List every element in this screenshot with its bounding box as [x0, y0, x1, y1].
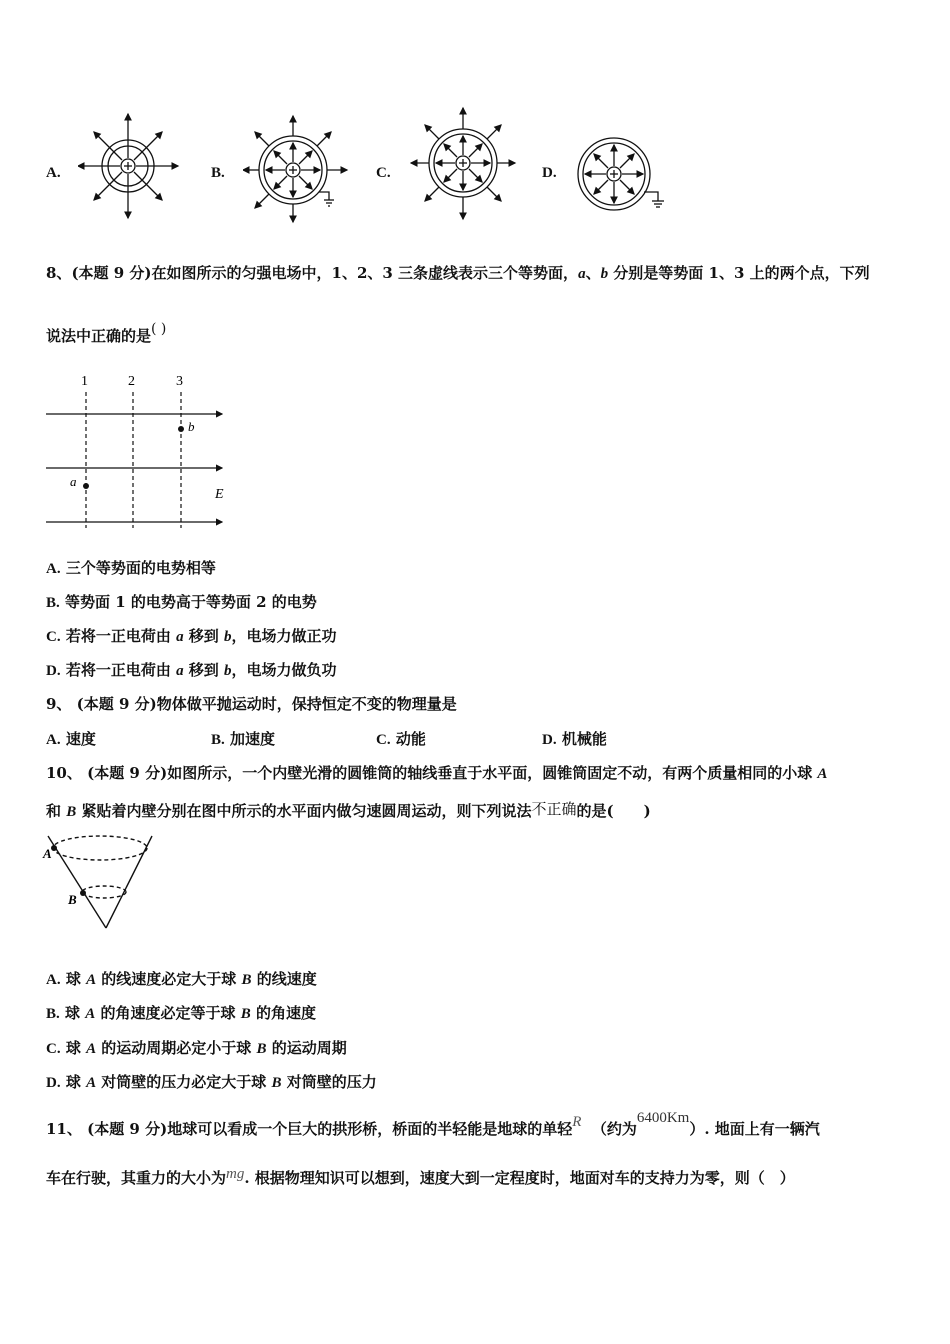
q8-label-a: a: [70, 474, 77, 489]
q11-number: 11、: [46, 1120, 82, 1138]
q9-points: (本题 9 分): [76, 695, 157, 713]
q8-number: 8、: [46, 264, 72, 282]
q9-option-c[interactable]: C. 动能: [376, 730, 426, 748]
q9-number: 9、: [46, 695, 72, 713]
q8-sep: 、: [585, 264, 601, 282]
q7-option-b-label[interactable]: B.: [211, 165, 225, 181]
q8-label-2: 2: [128, 374, 135, 389]
q8-var-b: b: [600, 266, 609, 282]
q8-label-1: 1: [81, 374, 88, 389]
q7-option-c-label[interactable]: C.: [376, 165, 391, 181]
q8-option-d[interactable]: D. 若将一正电荷由 a 移到 b，电场力做负功: [46, 661, 337, 679]
q8-stem-text1: 在如图所示的匀强电场中，1、2、3 三条虚线表示三个等势面，: [151, 264, 579, 282]
q10-label-b: B: [68, 892, 77, 907]
q10-number: 10、: [46, 764, 82, 782]
q7-diagram-d: [574, 134, 670, 214]
q10-stem-line1: 10、 (本题 9 分)如图所示，一个内壁光滑的圆锥筒的轴线垂直于水平面，圆锥筒固定不动，有两个质量相同的小球 A: [46, 764, 828, 782]
q8-points: (本题 9 分): [71, 264, 152, 282]
q8-option-b[interactable]: B. 等势面 1 的电势高于等势面 2 的电势: [46, 593, 317, 611]
q11-stem-line1: 11、 (本题 9 分)地球可以看成一个巨大的拱形桥，桥面的半轻能是地球的单轻R （约为6400Km）. 地面上有一辆汽: [46, 1110, 820, 1138]
q8-option-a[interactable]: A. 三个等势面的电势相等: [46, 559, 216, 577]
q8-field-diagram: [40, 368, 240, 532]
q11-symbol-mg: mg: [226, 1166, 245, 1182]
q10-option-c[interactable]: C. 球 A 的运动周期必定小于球 B 的运动周期: [46, 1039, 347, 1057]
q11-stem-line2: 车在行驶，其重力的大小为mg. 根据物理知识可以想到，速度大到一定程度时，地面对车的支持力为零，则（ ）: [46, 1166, 795, 1187]
q11-symbol-r: R: [572, 1114, 582, 1130]
q10-option-a[interactable]: A. 球 A 的线速度必定大于球 B 的线速度: [46, 970, 317, 988]
q11-radius-value: 6400Km: [636, 1110, 690, 1126]
q10-label-a: A: [43, 846, 52, 861]
q9-stem: [46, 693, 457, 714]
q7-option-a-label[interactable]: A.: [46, 165, 61, 181]
q7-diagram-c: [410, 105, 520, 223]
q11-points: (本题 9 分): [87, 1120, 168, 1138]
q8-label-e: E: [215, 487, 224, 502]
q10-option-b[interactable]: B. 球 A 的角速度必定等于球 B 的角速度: [46, 1004, 316, 1022]
q10-stem-line2: 和 B 紧贴着内壁分别在图中所示的水平面内做匀速圆周运动，则下列说法不正确的是( ): [46, 800, 651, 820]
q10-cone-diagram: [40, 830, 164, 934]
q8-label-3: 3: [176, 374, 183, 389]
q7-diagram-b: [243, 112, 353, 224]
q10-option-d[interactable]: D. 球 A 对筒壁的压力必定大于球 B 对筒壁的压力: [46, 1073, 377, 1091]
q8-label-b: b: [188, 419, 195, 434]
q10-points: (本题 9 分): [87, 764, 168, 782]
q9-option-d[interactable]: D. 机械能: [542, 730, 607, 748]
q8-answer-paren[interactable]: ( ): [151, 321, 167, 337]
q8-stem-line1: [46, 262, 870, 283]
q9-stem-text: 物体做平抛运动时，保持恒定不变的物理量是: [156, 695, 457, 713]
q9-option-b[interactable]: B. 加速度: [211, 730, 276, 748]
q8-option-c[interactable]: C. 若将一正电荷由 a 移到 b，电场力做正功: [46, 627, 337, 645]
q8-var-a: a: [578, 266, 586, 282]
q8-stem-text3: 说法中正确的是: [46, 327, 152, 345]
q9-option-a[interactable]: A. 速度: [46, 730, 96, 748]
q8-stem-line2: [46, 321, 167, 346]
q8-stem-text2: 分别是等势面 1、3 上的两个点，下列: [608, 264, 870, 282]
q10-emphasis: 不正确: [531, 800, 577, 818]
q7-option-d-label[interactable]: D.: [542, 165, 557, 181]
q7-diagram-a: [78, 110, 182, 224]
